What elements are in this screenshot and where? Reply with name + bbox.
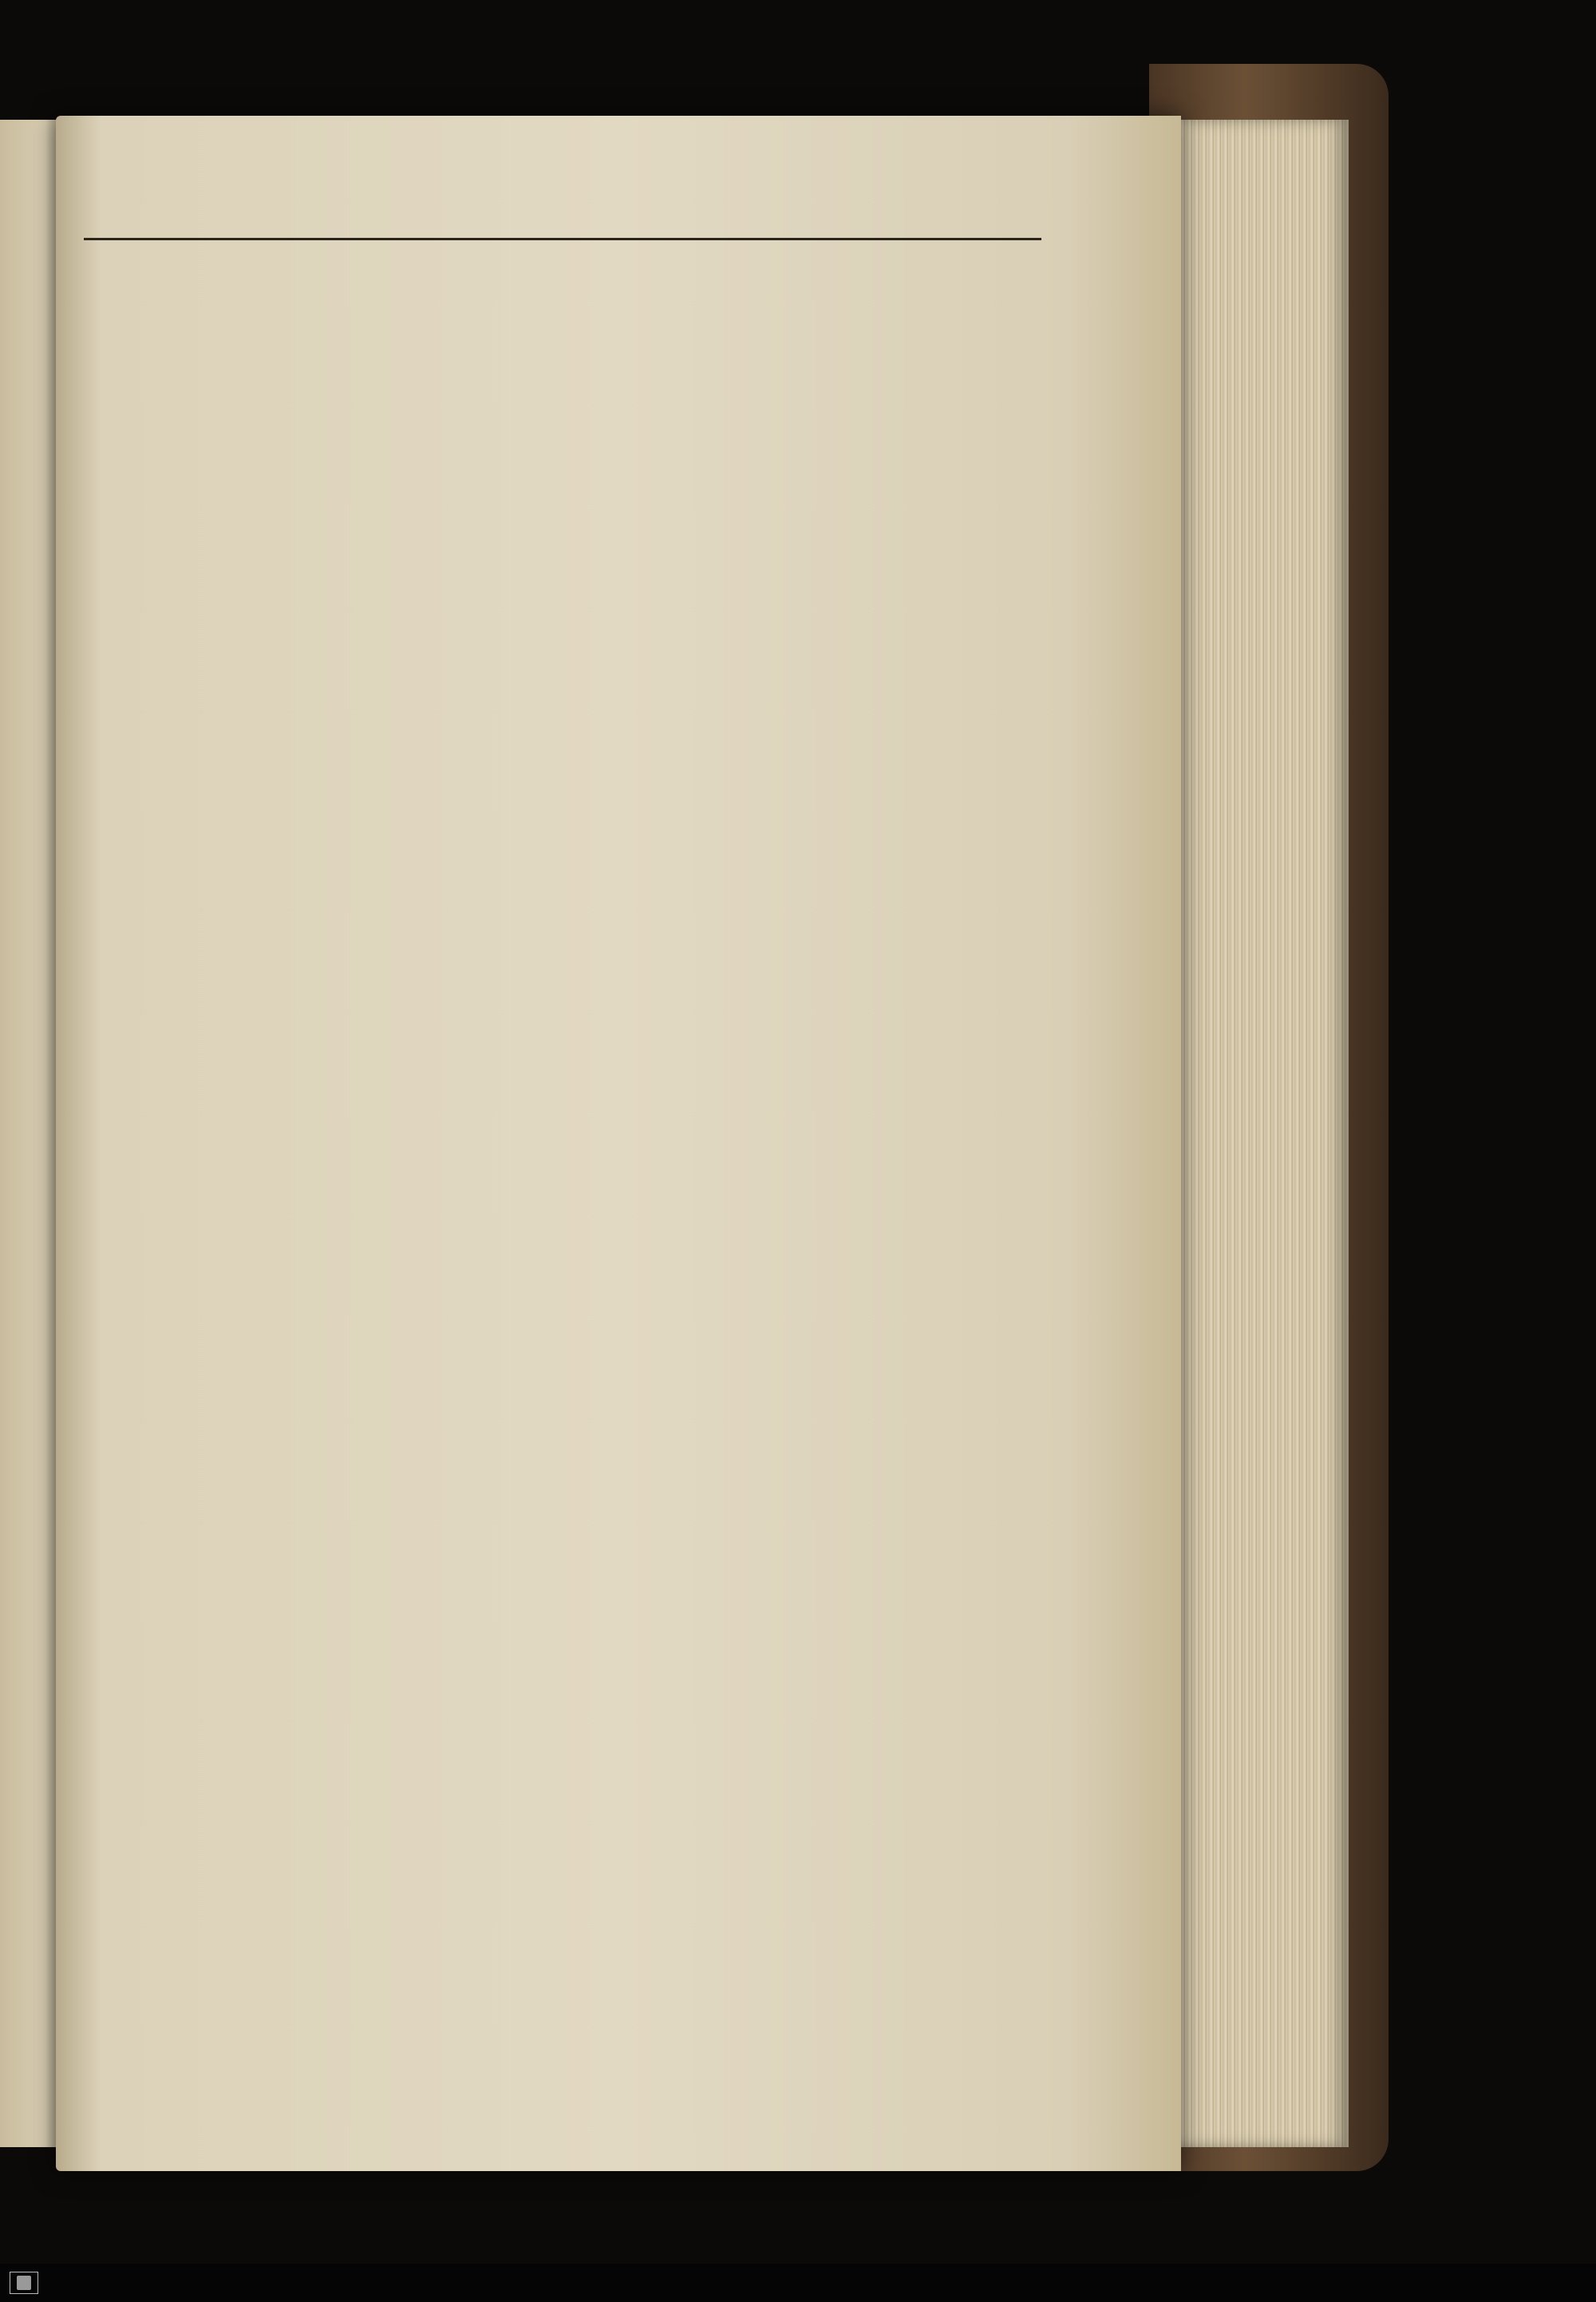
page-header: [84, 180, 1065, 227]
footer-bar: [0, 2264, 1596, 2302]
institution-logo-icon: [10, 2272, 38, 2294]
header-rule: [84, 238, 1041, 240]
right-page: [56, 116, 1181, 2171]
